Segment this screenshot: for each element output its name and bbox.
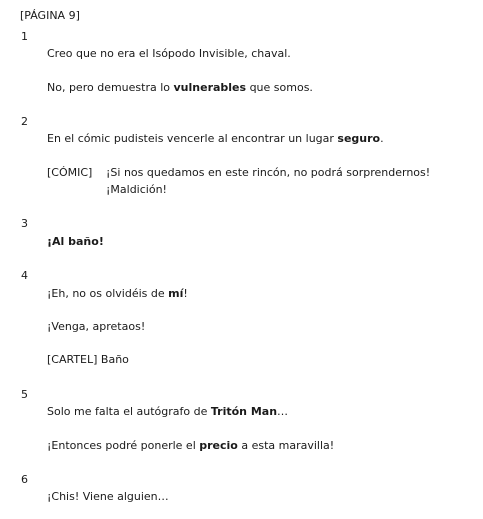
dialogue-line: Creo que no era el Isópodo Invisible, chaval.: [47, 47, 291, 60]
panel-number: 6: [21, 473, 28, 486]
dialogue-line: No, pero demuestra lo vulnerables que somos.: [47, 81, 313, 94]
sign-line: [CARTEL] Baño: [47, 353, 129, 366]
dialogue-line: En el cómic pudisteis vencerle al encontrar un lugar seguro.: [47, 132, 384, 145]
comic-line: ¡Si nos quedamos en este rincón, no podrá sorprendernos!: [106, 166, 431, 179]
dialogue-line: Solo me falta el autógrafo de Tritón Man…: [47, 405, 289, 418]
page-header: [PÁGINA 9]: [20, 9, 80, 22]
comic-line: ¡Maldición!: [106, 183, 167, 196]
comic-tag: [CÓMIC]: [47, 166, 93, 179]
panel-number: 3: [21, 217, 28, 230]
dialogue-line: ¡Venga, apretaos!: [47, 320, 146, 333]
panel-number: 2: [21, 115, 28, 128]
dialogue-line: ¡Entonces podré ponerle el precio a esta maravilla!: [47, 439, 335, 452]
panel-number: 5: [21, 388, 28, 401]
dialogue-line: ¡Chis! Viene alguien…: [47, 490, 169, 503]
dialogue-line: ¡Eh, no os olvidéis de mí!: [47, 287, 188, 300]
panel-number: 4: [21, 269, 28, 282]
panel-number: 1: [21, 30, 28, 43]
dialogue-line: ¡Al baño!: [47, 235, 104, 248]
